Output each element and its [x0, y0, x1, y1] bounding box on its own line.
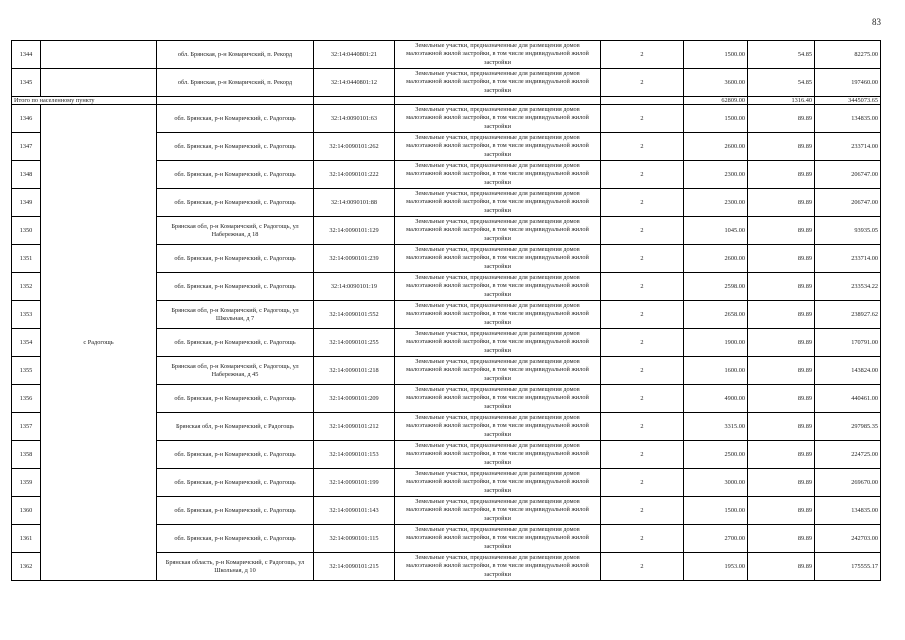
settlement-cell — [41, 69, 157, 97]
cadastral-value-cell: 175555.17 — [815, 553, 881, 581]
address-cell: Брянская обл, р-н Комаричский, с Радогощь, ул Набережная, д 45 — [157, 357, 314, 385]
cadastral-value-cell: 134835.00 — [815, 497, 881, 525]
area-cell: 2600.00 — [684, 133, 748, 161]
cadastral-number-cell: 32:14:0090101:552 — [314, 301, 395, 329]
cadastral-value-cell: 206747.00 — [815, 189, 881, 217]
address-cell: обл. Брянская, р-н Комаричский, с. Радогощь — [157, 441, 314, 469]
specific-value-cell: 89.89 — [748, 105, 815, 133]
address-cell: обл. Брянская, р-н Комаричский, с. Радогощь — [157, 245, 314, 273]
settlement-name-cell — [41, 105, 157, 581]
row-number: 1348 — [12, 161, 41, 189]
address-cell: обл. Брянская, р-н Комаричский, с. Радогощь — [157, 525, 314, 553]
land-use-cell: Земельные участки, предназначенные для размещения домов малоэтажной жилой застройки, в том числе индивидуальной жилой застройки — [395, 329, 601, 357]
cadastral-number-cell: 32:14:0090101:262 — [314, 133, 395, 161]
area-cell: 1500.00 — [684, 105, 748, 133]
address-cell: обл. Брянская, р-н Комаричский, с. Радогощь — [157, 329, 314, 357]
area-cell: 1045.00 — [684, 217, 748, 245]
land-use-cell: Земельные участки, предназначенные для размещения домов малоэтажной жилой застройки, в том числе индивидуальной жилой застройки — [395, 133, 601, 161]
specific-value-cell: 89.89 — [748, 133, 815, 161]
specific-value-cell: 89.89 — [748, 301, 815, 329]
land-use-cell: Земельные участки, предназначенные для размещения домов малоэтажной жилой застройки, в том числе индивидуальной жилой застройки — [395, 105, 601, 133]
row-number: 1349 — [12, 189, 41, 217]
group-cell: 2 — [601, 329, 684, 357]
area-cell: 1953.00 — [684, 553, 748, 581]
row-number: 1355 — [12, 357, 41, 385]
empty-cell — [601, 97, 684, 105]
empty-cell — [395, 97, 601, 105]
specific-value-cell: 54.85 — [748, 69, 815, 97]
table-body — [12, 41, 881, 105]
cadastral-value-cell: 206747.00 — [815, 161, 881, 189]
empty-cell — [157, 97, 314, 105]
cadastral-number-cell: 32:14:0440801:12 — [314, 69, 395, 97]
group-cell: 2 — [601, 217, 684, 245]
address-cell: обл. Брянская, р-н Комаричский, с. Радогощь — [157, 133, 314, 161]
specific-value-cell: 89.89 — [748, 525, 815, 553]
row-number: 1344 — [12, 41, 41, 69]
cadastral-value-table — [11, 40, 881, 581]
area-cell: 2300.00 — [684, 161, 748, 189]
address-cell: обл. Брянская, р-н Комаричский, с. Радогощь — [157, 105, 314, 133]
address-cell: обл. Брянская, р-н Комаричский, с. Радогощь — [157, 497, 314, 525]
row-number: 1360 — [12, 497, 41, 525]
area-cell: 2500.00 — [684, 441, 748, 469]
group-cell: 2 — [601, 245, 684, 273]
address-cell: обл. Брянская, р-н Комаричский, с. Радогощь — [157, 273, 314, 301]
cadastral-number-cell: 32:14:0090101:209 — [314, 385, 395, 413]
address-cell: обл. Брянская, р-н Комаричский, с. Радогощь — [157, 385, 314, 413]
address-cell: Брянская область, р-н Комаричский, с Радогощь, ул Школьная, д 10 — [157, 553, 314, 581]
cadastral-value-cell: 224725.00 — [815, 441, 881, 469]
specific-value-cell: 89.89 — [748, 385, 815, 413]
row-number: 1357 — [12, 413, 41, 441]
address-cell: обл. Брянская, р-н Комаричский, п. Рекорд — [157, 69, 314, 97]
specific-value-cell: 89.89 — [748, 469, 815, 497]
total-cadastral-value: 3445073.65 — [815, 97, 881, 105]
total-area: 62809.00 — [684, 97, 748, 105]
area-cell: 3600.00 — [684, 69, 748, 97]
cadastral-number-cell: 32:14:0090101:212 — [314, 413, 395, 441]
area-cell: 1600.00 — [684, 357, 748, 385]
group-cell: 2 — [601, 525, 684, 553]
cadastral-number-cell: 32:14:0440801:21 — [314, 41, 395, 69]
specific-value-cell: 89.89 — [748, 357, 815, 385]
row-number: 1362 — [12, 553, 41, 581]
group-cell: 2 — [601, 357, 684, 385]
cadastral-number-cell: 32:14:0090101:215 — [314, 553, 395, 581]
specific-value-cell: 89.89 — [748, 441, 815, 469]
address-cell: Брянская обл, р-н Комаричский, с Радогощь — [157, 413, 314, 441]
cadastral-value-cell: 269670.00 — [815, 469, 881, 497]
cadastral-number-cell: 32:14:0090101:129 — [314, 217, 395, 245]
address-cell: Брянская обл, р-н Комаричский, с Радогощь, ул Школьная, д 7 — [157, 301, 314, 329]
cadastral-number-cell: 32:14:0090101:143 — [314, 497, 395, 525]
land-use-cell: Земельные участки, предназначенные для размещения домов малоэтажной жилой застройки, в том числе индивидуальной жилой застройки — [395, 217, 601, 245]
land-use-cell: Земельные участки, предназначенные для размещения домов малоэтажной жилой застройки, в том числе индивидуальной жилой застройки — [395, 385, 601, 413]
row-number: 1361 — [12, 525, 41, 553]
land-use-cell: Земельные участки, предназначенные для размещения домов малоэтажной жилой застройки, в том числе индивидуальной жилой застройки — [395, 273, 601, 301]
empty-cell — [314, 97, 395, 105]
group-cell: 2 — [601, 161, 684, 189]
cadastral-number-cell: 32:14:0090101:199 — [314, 469, 395, 497]
land-use-cell: Земельные участки, предназначенные для размещения домов малоэтажной жилой застройки, в том числе индивидуальной жилой застройки — [395, 41, 601, 69]
group-cell: 2 — [601, 301, 684, 329]
land-use-cell: Земельные участки, предназначенные для размещения домов малоэтажной жилой застройки, в том числе индивидуальной жилой застройки — [395, 525, 601, 553]
total-label: Итого по населенному пункту — [12, 97, 157, 105]
area-cell: 1500.00 — [684, 41, 748, 69]
settlement-cell — [41, 41, 157, 69]
area-cell: 1500.00 — [684, 497, 748, 525]
specific-value-cell: 89.89 — [748, 245, 815, 273]
address-cell: обл. Брянская, р-н Комаричский, п. Рекорд — [157, 41, 314, 69]
cadastral-value-cell: 242703.00 — [815, 525, 881, 553]
specific-value-cell: 89.89 — [748, 189, 815, 217]
row-number: 1354 — [12, 329, 41, 357]
specific-value-cell: 89.89 — [748, 161, 815, 189]
table-row — [12, 69, 881, 97]
land-use-cell: Земельные участки, предназначенные для размещения домов малоэтажной жилой застройки, в том числе индивидуальной жилой застройки — [395, 497, 601, 525]
area-cell: 2600.00 — [684, 245, 748, 273]
settlement-total-row — [12, 97, 881, 105]
table-row — [12, 105, 881, 133]
specific-value-cell: 89.89 — [748, 553, 815, 581]
area-cell: 2700.00 — [684, 525, 748, 553]
cadastral-number-cell: 32:14:0090101:255 — [314, 329, 395, 357]
land-use-cell: Земельные участки, предназначенные для размещения домов малоэтажной жилой застройки, в том числе индивидуальной жилой застройки — [395, 245, 601, 273]
row-number: 1359 — [12, 469, 41, 497]
row-number: 1352 — [12, 273, 41, 301]
group-cell: 2 — [601, 413, 684, 441]
group-cell: 2 — [601, 441, 684, 469]
row-number: 1345 — [12, 69, 41, 97]
cadastral-value-cell: 143824.00 — [815, 357, 881, 385]
cadastral-value-cell: 238927.62 — [815, 301, 881, 329]
specific-value-cell: 89.89 — [748, 497, 815, 525]
cadastral-number-cell: 32:14:0090101:222 — [314, 161, 395, 189]
specific-value-cell: 89.89 — [748, 217, 815, 245]
cadastral-number-cell: 32:14:0090101:63 — [314, 105, 395, 133]
address-cell: обл. Брянская, р-н Комаричский, с. Радогощь — [157, 469, 314, 497]
cadastral-value-cell: 233714.00 — [815, 245, 881, 273]
row-number: 1353 — [12, 301, 41, 329]
land-use-cell: Земельные участки, предназначенные для размещения домов малоэтажной жилой застройки, в том числе индивидуальной жилой застройки — [395, 441, 601, 469]
cadastral-value-cell: 233714.00 — [815, 133, 881, 161]
table-row — [12, 41, 881, 69]
row-number: 1351 — [12, 245, 41, 273]
land-use-cell: Земельные участки, предназначенные для размещения домов малоэтажной жилой застройки, в том числе индивидуальной жилой застройки — [395, 189, 601, 217]
land-use-cell: Земельные участки, предназначенные для размещения домов малоэтажной жилой застройки, в том числе индивидуальной жилой застройки — [395, 553, 601, 581]
cadastral-value-cell: 233534.22 — [815, 273, 881, 301]
group-cell: 2 — [601, 273, 684, 301]
land-use-cell: Земельные участки, предназначенные для размещения домов малоэтажной жилой застройки, в том числе индивидуальной жилой застройки — [395, 161, 601, 189]
cadastral-value-cell: 93935.05 — [815, 217, 881, 245]
area-cell: 2300.00 — [684, 189, 748, 217]
land-use-cell: Земельные участки, предназначенные для размещения домов малоэтажной жилой застройки, в том числе индивидуальной жилой застройки — [395, 469, 601, 497]
group-cell: 2 — [601, 189, 684, 217]
group-cell: 2 — [601, 105, 684, 133]
land-use-cell: Земельные участки, предназначенные для размещения домов малоэтажной жилой застройки, в том числе индивидуальной жилой застройки — [395, 413, 601, 441]
row-number: 1347 — [12, 133, 41, 161]
cadastral-value-cell: 297985.35 — [815, 413, 881, 441]
area-cell: 4900.00 — [684, 385, 748, 413]
row-number: 1346 — [12, 105, 41, 133]
settlement-rows — [12, 105, 881, 581]
area-cell: 1900.00 — [684, 329, 748, 357]
row-number: 1358 — [12, 441, 41, 469]
total-specific-value: 1316.40 — [748, 97, 815, 105]
area-cell: 3315.00 — [684, 413, 748, 441]
cadastral-number-cell: 32:14:0090101:88 — [314, 189, 395, 217]
cadastral-value-cell: 82275.00 — [815, 41, 881, 69]
group-cell: 2 — [601, 469, 684, 497]
area-cell: 2658.00 — [684, 301, 748, 329]
cadastral-value-cell: 134835.00 — [815, 105, 881, 133]
cadastral-number-cell: 32:14:0090101:115 — [314, 525, 395, 553]
group-cell: 2 — [601, 69, 684, 97]
group-cell: 2 — [601, 133, 684, 161]
specific-value-cell: 89.89 — [748, 329, 815, 357]
group-cell: 2 — [601, 385, 684, 413]
address-cell: обл. Брянская, р-н Комаричский, с. Радогощь — [157, 189, 314, 217]
cadastral-number-cell: 32:14:0090101:19 — [314, 273, 395, 301]
row-number: 1356 — [12, 385, 41, 413]
cadastral-value-cell: 170791.00 — [815, 329, 881, 357]
land-use-cell: Земельные участки, предназначенные для размещения домов малоэтажной жилой застройки, в том числе индивидуальной жилой застройки — [395, 69, 601, 97]
settlement-name: с Радогощь — [83, 338, 114, 346]
group-cell: 2 — [601, 553, 684, 581]
group-cell: 2 — [601, 497, 684, 525]
address-cell: обл. Брянская, р-н Комаричский, с. Радогощь — [157, 161, 314, 189]
area-cell: 3000.00 — [684, 469, 748, 497]
address-cell: Брянская обл, р-н Комаричский, с Радогощь, ул Набережная, д 18 — [157, 217, 314, 245]
cadastral-value-cell: 440461.00 — [815, 385, 881, 413]
cadastral-number-cell: 32:14:0090101:218 — [314, 357, 395, 385]
cadastral-value-cell: 197460.00 — [815, 69, 881, 97]
row-number: 1350 — [12, 217, 41, 245]
cadastral-number-cell: 32:14:0090101:239 — [314, 245, 395, 273]
land-use-cell: Земельные участки, предназначенные для размещения домов малоэтажной жилой застройки, в том числе индивидуальной жилой застройки — [395, 357, 601, 385]
area-cell: 2598.00 — [684, 273, 748, 301]
cadastral-number-cell: 32:14:0090101:153 — [314, 441, 395, 469]
specific-value-cell: 89.89 — [748, 413, 815, 441]
page-number: 83 — [872, 17, 881, 27]
specific-value-cell: 89.89 — [748, 273, 815, 301]
specific-value-cell: 54.85 — [748, 41, 815, 69]
group-cell: 2 — [601, 41, 684, 69]
land-use-cell: Земельные участки, предназначенные для размещения домов малоэтажной жилой застройки, в том числе индивидуальной жилой застройки — [395, 301, 601, 329]
